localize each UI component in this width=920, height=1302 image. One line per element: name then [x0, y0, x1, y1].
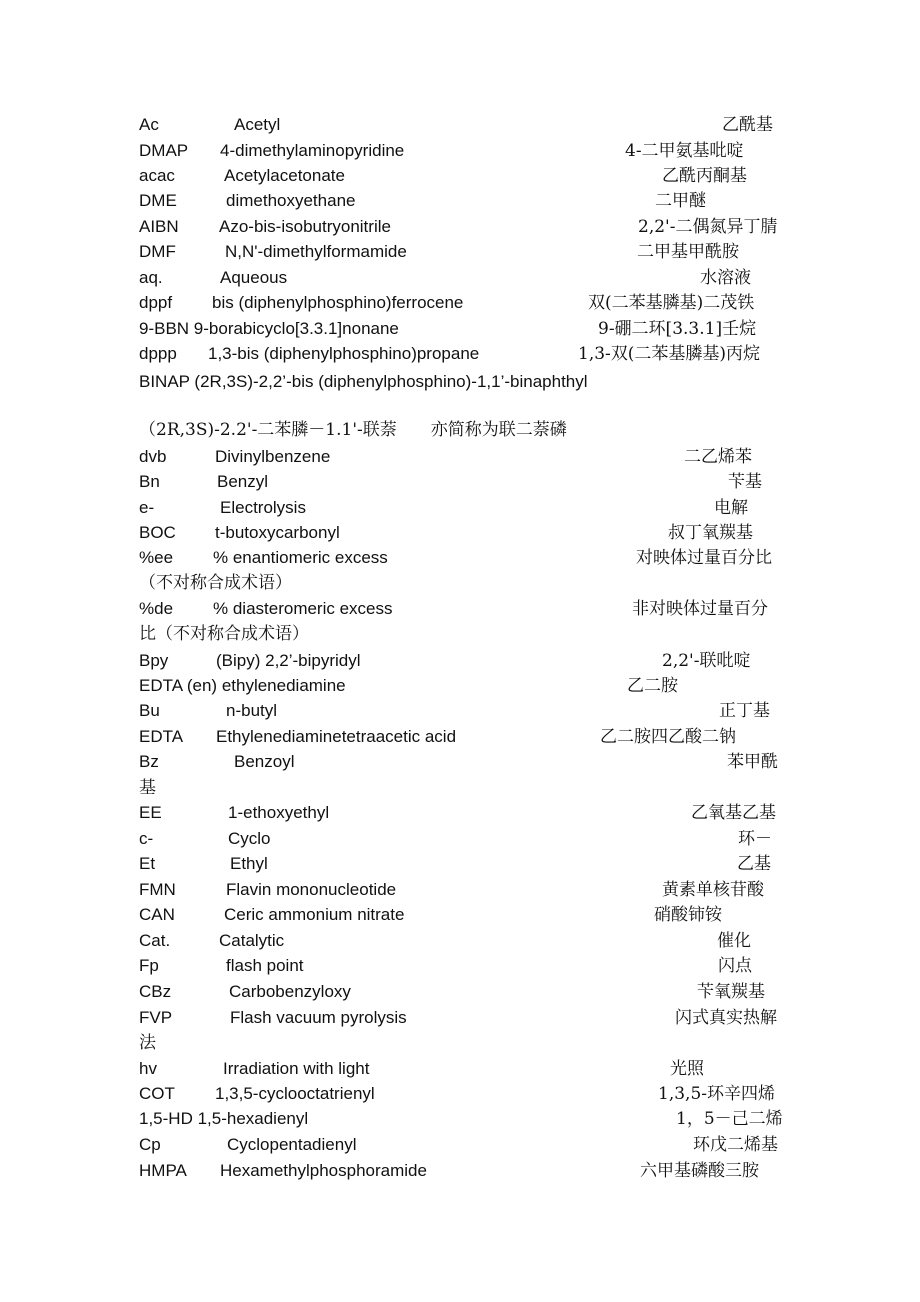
glossary-entry	[0, 545, 920, 571]
entry-abbreviation: Cat.	[139, 931, 171, 950]
entry-english-name: Cyclo	[228, 829, 271, 848]
entry-chinese-term: 硝酸铈铵	[654, 905, 722, 925]
glossary-entry	[0, 469, 920, 495]
entry-abbreviation: HMPA	[139, 1161, 187, 1180]
entry-chinese-term: 乙氧基乙基	[691, 803, 776, 823]
glossary-entry	[0, 188, 920, 214]
entry-english-name: Aqueous	[220, 268, 288, 287]
entry-abbreviation: BOC	[139, 523, 176, 542]
entry-chinese-term: 对映体过量百分比	[636, 548, 772, 568]
glossary-entry	[0, 265, 920, 291]
entry-chinese-term: 乙酰基	[722, 115, 773, 135]
entry-abbreviation: dvb	[139, 447, 167, 466]
entry-chinese-term: 乙二胺四乙酸二钠	[600, 727, 736, 747]
glossary-entry	[0, 621, 920, 647]
glossary-entry	[0, 214, 920, 240]
glossary-entry	[0, 928, 920, 954]
continuation-text: 基	[139, 778, 156, 798]
entry-chinese-term: 乙二胺	[627, 676, 678, 696]
glossary-entry	[0, 138, 920, 164]
entry-abbreviation: e-	[139, 498, 155, 517]
entry-chinese-term: 乙酰丙酮基	[662, 166, 747, 186]
entry-english-name: 1,3-bis (diphenylphosphino)propane	[208, 344, 480, 363]
entry-chinese-term: 苄基	[728, 472, 762, 492]
entry-abbreviation: Bpy	[139, 651, 169, 670]
entry-english-name: Azo-bis-isobutryonitrile	[219, 217, 391, 236]
glossary-entry	[0, 163, 920, 189]
entry-english-name: Cyclopentadienyl	[227, 1135, 357, 1154]
entry-english-name: Acetyl	[234, 115, 281, 134]
entry-abbreviation: EDTA	[139, 727, 184, 746]
entry-chinese-term: 叔丁氧羰基	[668, 523, 753, 543]
entry-english-name: Carbobenzyloxy	[229, 982, 351, 1001]
entry-abbreviation: acac	[139, 166, 175, 185]
entry-abbreviation: Bz	[139, 752, 159, 771]
glossary-entry	[0, 341, 920, 367]
glossary-entry	[0, 596, 920, 622]
entry-abbreviation-and-name: EDTA (en) ethylenediamine	[139, 676, 346, 695]
glossary-entry	[0, 239, 920, 265]
glossary-entry	[0, 112, 920, 138]
entry-chinese-term: 4-二甲氨基吡啶	[625, 141, 744, 161]
entry-abbreviation: DME	[139, 191, 177, 210]
glossary-entry	[0, 1081, 920, 1107]
entry-abbreviation: Fp	[139, 956, 159, 975]
entry-english-name: Divinylbenzene	[215, 447, 331, 466]
entry-chinese-term: 闪式真实热解	[675, 1008, 777, 1028]
entry-chinese-term: 催化	[717, 931, 751, 951]
entry-chinese-term: 苄氧羰基	[697, 982, 765, 1002]
entry-chinese-term: 2,2'-二偶氮异丁腈	[638, 217, 778, 237]
glossary-entry	[0, 1132, 920, 1158]
glossary-entry	[0, 673, 920, 699]
entry-english-name: Irradiation with light	[223, 1059, 370, 1078]
continuation-text: 法	[139, 1033, 156, 1053]
entry-english-name: % enantiomeric excess	[213, 548, 388, 567]
entry-abbreviation: FMN	[139, 880, 176, 899]
entry-english-name: t-butoxycarbonyl	[215, 523, 340, 542]
entry-chinese-term: 二乙烯苯	[684, 447, 752, 467]
glossary-entry	[0, 749, 920, 775]
entry-english-name: Benzoyl	[234, 752, 295, 771]
glossary-entry	[0, 648, 920, 674]
entry-english-name: 1-ethoxyethyl	[228, 803, 330, 822]
entry-abbreviation: EE	[139, 803, 162, 822]
continuation-text: （2R,3S)-2.2'-二苯膦－1.1'-联萘 亦简称为联二萘磷	[139, 420, 567, 440]
glossary-entry	[0, 902, 920, 928]
glossary-entry	[0, 316, 920, 342]
glossary-entry	[0, 953, 920, 979]
entry-english-name: Ceric ammonium nitrate	[224, 905, 405, 924]
entry-english-name: N,N'-dimethylformamide	[225, 242, 407, 261]
glossary-entry	[0, 1005, 920, 1031]
glossary-entry	[0, 877, 920, 903]
entry-chinese-term: 正丁基	[719, 701, 770, 721]
glossary-entry	[0, 1056, 920, 1082]
entry-chinese-term: 六甲基磷酸三胺	[640, 1161, 759, 1181]
glossary-entry	[0, 495, 920, 521]
entry-abbreviation: Bn	[139, 472, 160, 491]
entry-chinese-term: 二甲醚	[655, 191, 706, 211]
entry-abbreviation: Et	[139, 854, 156, 873]
entry-english-name: Catalytic	[219, 931, 285, 950]
entry-abbreviation: DMF	[139, 242, 176, 261]
entry-chinese-term: 闪点	[718, 956, 752, 976]
entry-abbreviation: dppp	[139, 344, 177, 363]
glossary-entry	[0, 520, 920, 546]
entry-chinese-term: 苯甲酰	[727, 752, 778, 772]
entry-chinese-term: 9-硼二环[3.3.1]壬烷	[598, 319, 757, 339]
glossary-entry	[0, 570, 920, 596]
entry-english-name: Hexamethylphosphoramide	[220, 1161, 427, 1180]
entry-english-name: Ethylenediaminetetraacetic acid	[216, 727, 457, 746]
glossary-entry	[0, 800, 920, 826]
glossary-entry	[0, 775, 920, 801]
entry-abbreviation: DMAP	[139, 141, 189, 160]
continuation-text: （不对称合成术语）	[139, 573, 292, 593]
glossary-entry	[0, 444, 920, 470]
entry-chinese-term: 环－	[738, 829, 772, 849]
entry-english-name: Ethyl	[230, 854, 268, 873]
entry-english-name: Benzyl	[217, 472, 269, 491]
entry-english-name: (Bipy) 2,2’-bipyridyl	[216, 651, 361, 670]
glossary-entry	[0, 1106, 920, 1132]
entry-chinese-term: 乙基	[737, 854, 771, 874]
entry-english-name: 4-dimethylaminopyridine	[220, 141, 405, 160]
glossary-entry	[0, 724, 920, 750]
entry-english-name: 1,3,5-cyclooctatrienyl	[215, 1084, 375, 1103]
entry-english-name: dimethoxyethane	[226, 191, 356, 210]
entry-abbreviation: AIBN	[139, 217, 179, 236]
entry-abbreviation: Cp	[139, 1135, 161, 1154]
entry-chinese-term: 环戊二烯基	[693, 1135, 778, 1155]
entry-chinese-term: 非对映体过量百分	[632, 599, 768, 619]
entry-english-name: Flavin mononucleotide	[226, 880, 397, 899]
entry-english-name: Acetylacetonate	[224, 166, 345, 185]
glossary-entry	[0, 826, 920, 852]
entry-abbreviation: COT	[139, 1084, 175, 1103]
glossary-entry	[0, 698, 920, 724]
entry-english-name: Electrolysis	[220, 498, 306, 517]
entry-chinese-term: 黄素单核苷酸	[662, 880, 764, 900]
continuation-text: BINAP (2R,3S)-2,2’-bis (diphenylphosphino)-1,1’-binaphthyl	[139, 372, 588, 391]
entry-abbreviation: CBz	[139, 982, 172, 1001]
entry-english-name: Flash vacuum pyrolysis	[230, 1008, 407, 1027]
entry-abbreviation: %ee	[139, 548, 174, 567]
glossary-entry	[0, 290, 920, 316]
glossary-entry	[0, 979, 920, 1005]
entry-abbreviation: %de	[139, 599, 174, 618]
entry-abbreviation: Bu	[139, 701, 160, 720]
entry-chinese-term: 电解	[714, 498, 748, 518]
entry-english-name: flash point	[226, 956, 304, 975]
entry-english-name: % diasteromeric excess	[213, 599, 393, 618]
entry-abbreviation: hv	[139, 1059, 157, 1078]
entry-abbreviation: c-	[139, 829, 154, 848]
glossary-entry	[0, 369, 920, 395]
entry-abbreviation: dppf	[139, 293, 173, 312]
entry-abbreviation-and-name: 9-BBN 9-borabicyclo[3.3.1]nonane	[139, 319, 399, 338]
glossary-entry	[0, 1030, 920, 1056]
entry-abbreviation: Ac	[139, 115, 159, 134]
entry-english-name: bis (diphenylphosphino)ferrocene	[212, 293, 464, 312]
entry-chinese-term: 二甲基甲酰胺	[637, 242, 739, 262]
entry-chinese-term: 1,3,5-环辛四烯	[658, 1084, 775, 1104]
continuation-text: 比（不对称合成术语）	[139, 624, 309, 644]
entry-chinese-term: 1，5－己二烯	[676, 1109, 783, 1129]
entry-chinese-term: 双(二苯基膦基)二茂铁	[588, 293, 755, 313]
glossary-entry	[0, 1158, 920, 1184]
entry-abbreviation: CAN	[139, 905, 175, 924]
entry-abbreviation-and-name: 1,5-HD 1,5-hexadienyl	[139, 1109, 309, 1128]
entry-chinese-term: 光照	[670, 1059, 704, 1079]
entry-chinese-term: 水溶液	[700, 268, 751, 288]
entry-abbreviation: aq.	[139, 268, 163, 287]
glossary-entry	[0, 417, 920, 443]
entry-chinese-term: 1,3-双(二苯基膦基)丙烷	[578, 344, 761, 364]
entry-abbreviation: FVP	[139, 1008, 173, 1027]
entry-english-name: n-butyl	[226, 701, 278, 720]
entry-chinese-term: 2,2'-联吡啶	[662, 651, 751, 671]
glossary-entry	[0, 851, 920, 877]
